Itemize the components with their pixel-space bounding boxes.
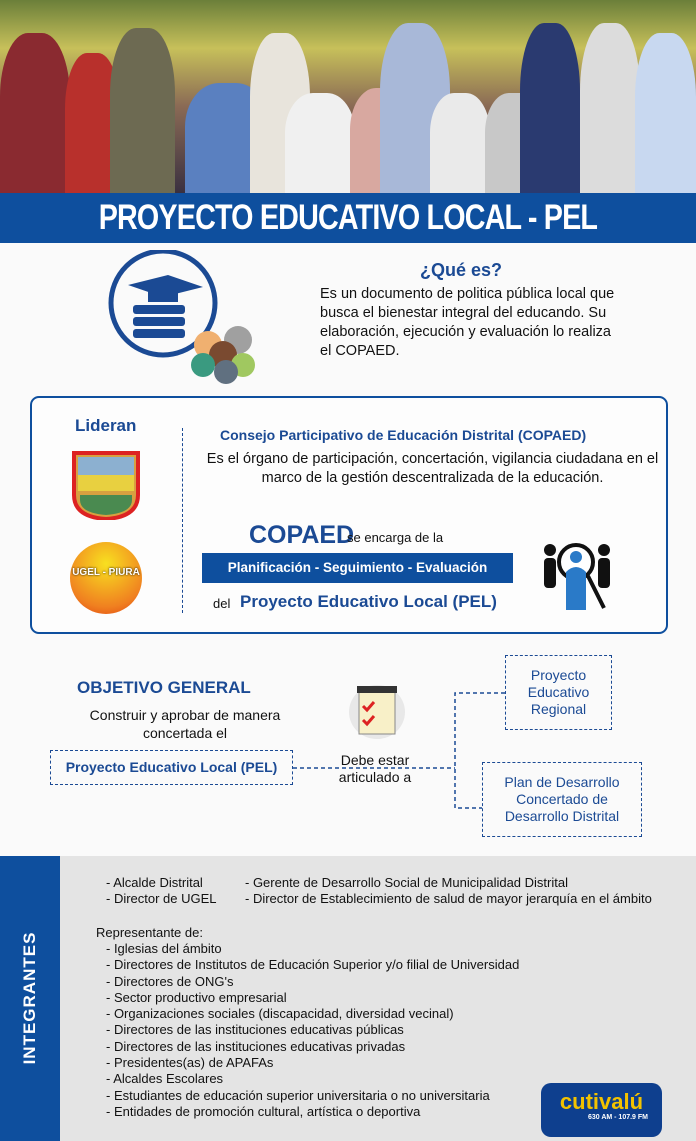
pel-label: Proyecto Educativo Local (PEL) (240, 592, 497, 611)
group-photo (0, 0, 696, 193)
district-shield-logo (72, 445, 140, 520)
education-icon (108, 250, 278, 385)
council-title: Consejo Participativo de Educación Distrital (COPAED) (220, 427, 587, 443)
representatives-label: Representante de: (96, 925, 203, 940)
what-is-heading: ¿Qué es? (420, 260, 503, 280)
cutivalu-logo (541, 1083, 662, 1137)
list-item: - Entidades de promoción cultural, artística o deportiva (106, 1103, 421, 1119)
list-item: - Organizaciones sociales (discapacidad, diversidad vecinal) (106, 1006, 454, 1022)
brand-frequency: 630 AM - 107.9 FM (587, 1114, 648, 1121)
regional-box: Proyecto Educativo Regional (505, 655, 612, 730)
list-item: - Iglesias del ámbito (106, 941, 222, 956)
list-item: - Directores de ONG's (106, 973, 234, 989)
council-description: Es el órgano de participación, concertación, vigilancia ciudadana en el marco de la gestión descentralizada de la educación. (206, 451, 659, 486)
lideran-label: Lideran (75, 416, 137, 435)
member-item: - Director de UGEL (106, 891, 217, 906)
copaed-subtitle: se encarga de la (347, 530, 444, 545)
checklist-icon (347, 682, 407, 740)
member-item: - Gerente de Desarrollo Social de Municipalidad Distrital (245, 875, 568, 890)
copaed-label: COPAED (249, 521, 355, 549)
brand-name: cutivalú (559, 1089, 644, 1114)
plan-box: Plan de Desarrollo Concertado de Desarrollo Distrital (482, 762, 642, 837)
member-item: - Director de Establecimiento de salud de mayor jerarquía en el ámbito (245, 891, 652, 906)
integrantes-label: INTEGRANTES (20, 931, 39, 1065)
list-item: - Presidentes(as) de APAFAs (106, 1055, 274, 1071)
list-item: - Directores de las instituciones educativas públicas (106, 1022, 404, 1038)
del-label: del (213, 596, 231, 611)
representatives-list (106, 941, 519, 1120)
list-item: - Alcaldes Escolares (106, 1071, 224, 1087)
ugel-piura-logo (70, 542, 142, 614)
what-is-text: Es un documento de politica pública local que busca el bienestar integral del educando. Su elaboración, ejecución y evaluación lo realiza el COPAED. (320, 286, 615, 359)
articulated-label: Debe estar articulado a (338, 752, 412, 785)
pel-box: Proyecto Educativo Local (PEL) (50, 750, 293, 785)
list-item: - Directores de Institutos de Educación Superior y/o filial de Universidad (106, 957, 520, 973)
list-item: - Sector productivo empresarial (106, 989, 287, 1005)
objective-text: Construir y aprobar de manera concertada el (89, 707, 281, 741)
page-title: PROYECTO EDUCATIVO LOCAL - PEL (0, 193, 696, 243)
list-item: - Estudiantes de educación superior universitaria o no universitaria (106, 1087, 490, 1103)
divider (182, 428, 183, 613)
functions-banner: Planificación - Seguimiento - Evaluación (202, 553, 513, 583)
member-item: - Alcalde Distrital (106, 875, 203, 890)
ugel-logo-text: UGEL - PIURA (72, 567, 140, 578)
search-people-icon (542, 542, 612, 614)
list-item: - Directores de las instituciones educativas privadas (106, 1038, 406, 1054)
objective-heading: OBJETIVO GENERAL (77, 678, 251, 697)
